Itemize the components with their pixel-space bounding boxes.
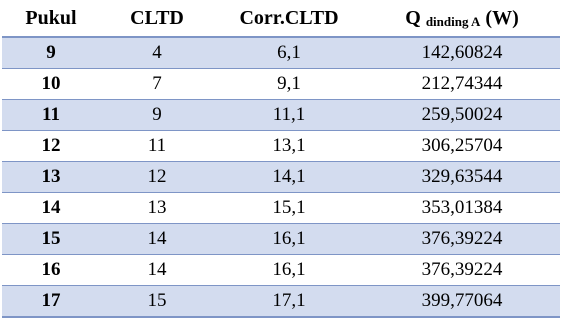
cell-cltd: 7 xyxy=(152,73,162,94)
cell-pukul: 15 xyxy=(2,224,100,255)
cell-cltd: 4 xyxy=(100,37,214,69)
cell-pukul: 11 xyxy=(2,100,100,131)
cell-corr-cltd: 6,1 xyxy=(214,37,364,69)
table-row xyxy=(2,131,560,162)
table-row xyxy=(2,100,560,131)
table-row xyxy=(2,37,560,69)
cell-q-dinding-a: 142,60824 xyxy=(364,37,560,69)
table-row xyxy=(2,224,560,255)
table-row xyxy=(2,255,560,286)
cell-q-dinding-a: 353,01384 xyxy=(421,197,503,218)
cell-pukul: 12 xyxy=(41,135,61,156)
cell-cltd: 14 xyxy=(147,259,167,280)
cell-pukul: 17 xyxy=(2,286,100,318)
cell-corr-cltd: 16,1 xyxy=(272,259,306,280)
header-corr-cltd: Corr.CLTD xyxy=(214,0,364,37)
cell-cltd: 11 xyxy=(147,135,167,156)
cell-cltd: 14 xyxy=(100,224,214,255)
cell-corr-cltd: 15,1 xyxy=(272,197,306,218)
cell-cltd: 12 xyxy=(100,162,214,193)
cell-pukul: 14 xyxy=(41,197,61,218)
cell-corr-cltd: 16,1 xyxy=(214,224,364,255)
header-row xyxy=(2,0,560,37)
cooling-load-table xyxy=(2,0,560,318)
table-body xyxy=(2,37,560,317)
table-row xyxy=(2,162,560,193)
cell-pukul: 13 xyxy=(2,162,100,193)
cell-cltd: 15 xyxy=(100,286,214,318)
cell-corr-cltd: 13,1 xyxy=(272,135,306,156)
header-q-subscript: dinding A xyxy=(425,13,481,29)
table-row xyxy=(2,193,560,224)
cell-corr-cltd: 11,1 xyxy=(214,100,364,131)
cell-q-dinding-a: 329,63544 xyxy=(364,162,560,193)
cell-q-dinding-a: 259,50024 xyxy=(364,100,560,131)
cell-corr-cltd: 9,1 xyxy=(277,73,301,94)
cell-corr-cltd: 17,1 xyxy=(214,286,364,318)
cell-pukul: 16 xyxy=(41,259,61,280)
table-header xyxy=(2,0,560,37)
header-q-unit: (W) xyxy=(485,6,519,29)
cell-q-dinding-a: 376,39224 xyxy=(421,259,503,280)
cell-q-dinding-a: 376,39224 xyxy=(364,224,560,255)
table-row xyxy=(2,286,560,318)
cell-cltd: 13 xyxy=(147,197,167,218)
cell-q-dinding-a: 399,77064 xyxy=(364,286,560,318)
cell-pukul: 10 xyxy=(41,73,61,94)
cell-pukul: 9 xyxy=(2,37,100,69)
header-cltd: CLTD xyxy=(100,0,214,37)
header-q-symbol: Q xyxy=(405,6,421,29)
cell-cltd: 9 xyxy=(100,100,214,131)
table-row xyxy=(2,69,560,100)
header-q-dinding-a xyxy=(364,0,560,37)
cell-q-dinding-a: 212,74344 xyxy=(421,73,503,94)
cell-q-dinding-a: 306,25704 xyxy=(421,135,503,156)
cell-corr-cltd: 14,1 xyxy=(214,162,364,193)
header-pukul: Pukul xyxy=(2,0,100,37)
